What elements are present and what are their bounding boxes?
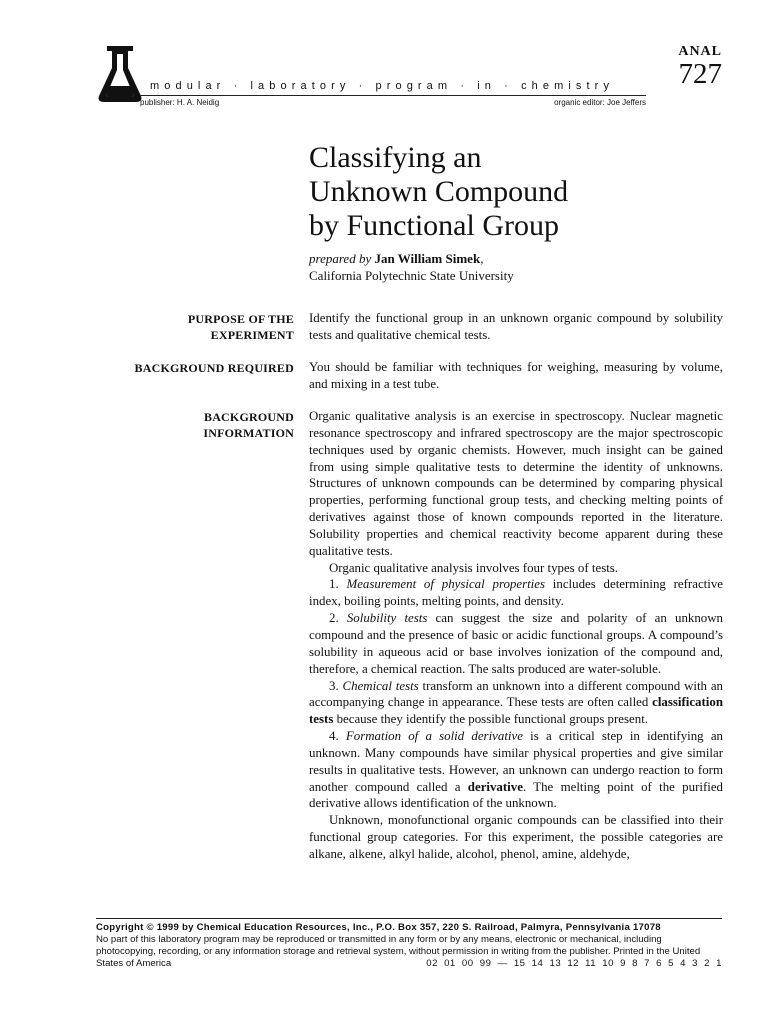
copyright-line: Copyright © 1999 by Chemical Education Resources, Inc., P.O. Box 357, 220 S. Railroad, Palmyra, Pennsylvania 17078: [96, 922, 661, 933]
prepared-by-label: prepared by: [309, 251, 372, 266]
item-4-number: 4.: [329, 729, 339, 744]
item-3-text-a: transform an unknown into a different compound with an accompanying change in appearance. These tests are often called: [309, 678, 724, 710]
item-4-bold-term: derivative: [467, 779, 523, 794]
module-code-label: ANAL: [678, 44, 722, 59]
purpose-label-line-2: EXPERIMENT: [210, 328, 294, 342]
purpose-text: [309, 310, 723, 344]
copyright-footer: [96, 922, 722, 970]
item-3-term: Chemical tests: [342, 678, 419, 693]
title-line-1: Classifying an: [309, 141, 482, 174]
purpose-paragraph: Identify the functional group in an unknown organic compound by solubility tests and qualitative chemical tests.: [309, 311, 723, 342]
header-rule: [140, 95, 646, 96]
printing-sequence: 02 01 00 99 — 15 14 13 12 11 10 9 8 7 6 5 4 3 2 1: [426, 958, 722, 969]
background-required-paragraph: You should be familiar with techniques for weighing, measuring by volume, and mixing in a test tube.: [309, 360, 723, 391]
notice-end: States of America: [96, 958, 172, 969]
bg-info-paragraph-3: Unknown, monofunctional organic compounds can be classified into their functional group categories. For this experiment, the possible categories are alkane, alkene, alkyl halide, alcohol, phenol, amine, aldehyde,: [309, 813, 723, 861]
test-type-1: [309, 576, 723, 610]
background-information-label: [110, 409, 294, 441]
purpose-label: [110, 311, 294, 343]
test-type-3: [309, 678, 723, 729]
background-information-text: [309, 408, 723, 863]
item-2-term: Solubility tests: [346, 611, 428, 626]
item-3-bold-term: classification tests: [309, 695, 723, 727]
item-4-term: Formation of a solid derivative: [345, 729, 523, 744]
item-3-text-c: because they identify the possible functional groups present.: [333, 712, 649, 727]
background-required-label: BACKGROUND REQUIRED: [134, 361, 294, 375]
publisher-credit: publisher: H. A. Neidig: [140, 98, 220, 107]
author-name: Jan William Simek: [374, 251, 481, 266]
bg-info-label-line-2: INFORMATION: [203, 426, 294, 440]
title-line-3: by Functional Group: [309, 209, 559, 242]
footer-last-line: [96, 958, 722, 970]
background-required-text: [309, 359, 723, 393]
bg-info-paragraph-2: Organic qualitative analysis involves four types of tests.: [329, 560, 619, 575]
bg-info-label-line-1: BACKGROUND: [203, 410, 294, 424]
item-4-text-a: is a critical step in identifying an unknown. Many compounds have similar physical properties and give similar results in qualitative tests. However, an unknown can undergo reaction to form another compound called a: [309, 729, 723, 794]
document-title: [309, 141, 729, 243]
item-4-text-c: . The melting point of the purified derivative allows identification of the unknown.: [309, 779, 723, 811]
series-title: modular · laboratory · program · in · chemistry: [150, 80, 615, 92]
byline-comma: ,: [480, 251, 484, 266]
item-1-number: 1.: [329, 577, 339, 592]
item-1-term: Measurement of physical properties: [346, 577, 546, 592]
title-line-2: Unknown Compound: [309, 175, 569, 208]
reproduction-notice: No part of this laboratory program may be reproduced or transmitted in any form or by any means, electronic or mechanical, including photocopying, recording, or any information storage and retrieval system, without permission in writing from the publisher. Printed in the United: [96, 934, 701, 957]
test-type-4: [309, 728, 723, 812]
item-3-number: 3.: [329, 678, 339, 693]
author-institution: California Polytechnic State University: [309, 268, 514, 283]
item-2-text: can suggest the size and polarity of an unknown compound and the presence of basic or acidic functional groups. A compound’s solubility in aqueous acid or base involves ionization of the compound and, therefore, a chemical reaction. The salts produced are water-soluble.: [309, 611, 723, 676]
byline: [309, 250, 514, 284]
item-2-number: 2.: [329, 611, 339, 626]
flask-logo-icon: [96, 44, 146, 106]
editor-credit: organic editor: Joe Jeffers: [554, 98, 646, 107]
test-type-2: [309, 610, 723, 677]
module-code-number: 727: [678, 58, 722, 90]
bg-info-paragraph-1: Organic qualitative analysis is an exercise in spectroscopy. Nuclear magnetic resonance spectroscopy and infrared spectroscopy are the major spectroscopic techniques used by organic chemists. However, much insight can be gained from using simple qualitative tests to determine the identity of unknowns. Structures of unknown compounds can be determined by comparing physical properties, performing functional group tests, and checking melting points of derivatives against those of known compounds reported in the literature. Solubility properties and chemical reactivity become apparent during these qualitative tests.: [309, 409, 723, 558]
footer-rule: [96, 918, 722, 919]
purpose-label-line-1: PURPOSE OF THE: [187, 312, 294, 326]
item-1-text: includes determining refractive index, boiling points, melting points, and density.: [309, 577, 723, 609]
